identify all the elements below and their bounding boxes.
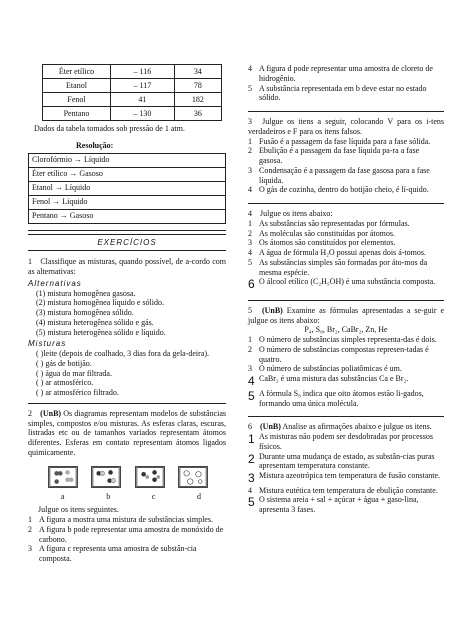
formulas: P₄, S₈, Br₂, CaBr₂, Zn, He [304, 325, 388, 335]
list-item: 1 As substâncias são representadas por fórmulas. [248, 218, 410, 228]
list-item: 4 O gás de cozinha, dentro do botijão cheio, é lí-quido. [248, 185, 429, 195]
alternatives-heading: Alternativas [28, 278, 82, 288]
list-item: 5 A substância representada em b deve estar no estado sólido. [248, 83, 427, 103]
list-item: ( ) gás de botijão. [36, 358, 92, 368]
list-item: 6 O álcool etílico (C₂H₅OH) é uma substância composta. [248, 277, 436, 292]
question-5: 5 (UnB) Examine as fórmulas apresentadas a se-guir e julgue os itens abaixo: P₄, S₈, Br₂, CaBr₂, Zn, He 1 O número de substâncias simples representa-das é dois. 2 O número de substâncias compostas represen-tadas é quatro. 3 O número de substâncias poliatômicas é um. 4 CaBr₂ é uma mistura das substâncias Ca e Br₂. 5 A fórmula S₈ indica que oito átomos estão li-gados, formando uma única molécula. [248, 305, 445, 408]
table-row: Pentano – 130 36 [43, 107, 222, 121]
diagram-c [135, 466, 165, 488]
list-item: 2 A figura b pode representar uma amostra de monóxido de carbono. [28, 524, 224, 544]
divider [248, 416, 444, 417]
resolucao-title: Resolução: [76, 140, 114, 150]
list-item: 3 Os átomos são constituídos por elementos. [248, 238, 396, 248]
list-item: 2 As moléculas são constituídas por átomos. [248, 228, 395, 238]
mixtures-heading: Misturas [28, 339, 67, 349]
right-column [248, 64, 444, 515]
list-item: 1 As misturas não podem ser desdobradas por processos físicos. [248, 432, 433, 451]
data-table [42, 64, 222, 121]
list-item: (2) mistura homogênea líquido e sólido. [36, 298, 164, 308]
list-item: 3 Condensação é a passagem da fase gasosa para a fase líquida. [248, 165, 430, 185]
table-note: Dados da tabela tomados sob pressão de 1 atm. [34, 124, 185, 133]
list-item: 4 A água de fórmula H₂O possui apenas dois á-tomos. [248, 248, 426, 257]
list-item: (3) mistura homogênea sólido. [36, 308, 134, 317]
diagram-b [91, 466, 121, 488]
table-row: Éter etílico → Gasoso [29, 167, 226, 181]
list-item: 5 As substâncias simples são formadas por áto-mos da mesma espécie. [248, 257, 428, 277]
divider [248, 203, 444, 204]
list-item: 3 O número de substâncias poliatômicas é um. [248, 364, 402, 374]
question-1: 1 Classifique as misturas, quando possível, de a-cordo com as alternativas: Alternativas (1) mistura homogênea gasosa. (2) mistura homogênea líquido e sólido. (3) mistura homogênea sólido. (4) mistura heterogênea sólido e gás. (5) mistura heterogênea sólido e líquido. Misturas ( )leite (depois de coalhado, 3 dias fora da gela-deira). ( ) gás de botijão. ( ) água do mar filtrada. ( ) ar atmosférico. ( ) ar atmosférico filtrado. [28, 257, 227, 397]
list-item: 5 A fórmula S₈ indica que oito átomos estão li-gados, formando uma única molécula. [248, 388, 424, 408]
list-item: 4 Mistura eutética tem temperatura de ebulição constante. [248, 485, 438, 495]
divider [248, 300, 444, 301]
list-item: ( ) água do mar filtrada. [36, 368, 112, 378]
left-column [28, 64, 226, 564]
list-item: 3 A figura c representa uma amostra de substân-cia composta. [28, 544, 197, 563]
list-item: ( ) ar atmosférico. [36, 378, 94, 388]
list-item: ( ) ar atmosférico filtrado. [36, 388, 119, 397]
list-item: ( )leite (depois de coalhado, 3 dias fora da gela-deira). [36, 349, 210, 358]
exercicios-title: EXERCÍCIOS [28, 234, 226, 252]
table-row: Fenol 41 182 [43, 93, 222, 107]
divider [28, 230, 226, 231]
table-row: Pentano → Gasoso [29, 209, 226, 223]
q2-intro: Julgue os itens seguintes. [38, 505, 119, 515]
divider [248, 111, 444, 112]
table-row: Clorofórmio → Líquido [29, 153, 226, 167]
list-item: 1 O número de substâncias simples representa-das é dois. [248, 335, 437, 345]
list-item: 2 Durante uma mudança de estado, as substân-cias puras apresentam temperatura constante. [248, 451, 435, 471]
list-item: 4 CaBr₂ é uma mistura das substâncias Ca e Br₂. [248, 374, 409, 389]
list-item: 2 O número de substâncias compostas represen-tadas é quatro. [248, 344, 429, 364]
molecule-diagrams [48, 466, 208, 488]
question-2: 2 (UnB) Os diagramas representam modelos de substâncias simples, compostos e/ou misturas. As esferas claras, escuras, listradas etc ou de tamanhos variados representam átomos diferentes. Esferas em contato representam átomos ligados quimicamente. a b c d Julgue os itens seguintes. 1 A figura a mostra uma mistura de substâncias simples. 2 A figura b pode representar uma amostra de monóxido de carbono. 3 A figura c representa uma amostra de substân-cia composta. [28, 408, 227, 563]
table-row: Etanol → Líquido [29, 181, 226, 195]
table-row: Etanol – 117 78 [43, 79, 222, 93]
list-item: 2 Ebulição é a passagem da fase líquida pa-ra a fase gasosa. [248, 146, 420, 165]
question-3: 3 Julgue os itens a seguir, colocando V para os i-tens verdadeiros e F para os itens falsos. 1 Fusão é a passagem da fase líquida para a fase sólida. 2 Ebulição é a passagem da fase líquida pa-ra a fase gasosa. 3 Condensação é a passagem da fase gasosa para a fase líquida. 4 O gás de cozinha, dentro do botijão cheio, é lí-quido. [248, 117, 444, 195]
list-item: (1) mistura homogênea gasosa. [36, 288, 136, 298]
list-item: 4 A figura d pode representar uma amostra de cloreto de hidrogênio. [248, 64, 433, 83]
resolucao-table [28, 153, 226, 224]
question-6: 6 (UnB) Analise as afirmações abaixo e julgue os itens. 1 As misturas não podem ser desdobradas por processos físicos. 2 Durante uma mudança de estado, as substân-cias puras apresentam temperatura constante. 3 Mistura azeotrópica tem temperatura de fusão constante. 4 Mistura eutética tem temperatura de ebulição constante. 5 O sistema areia + sal + açúcar + água + gaso-lina, apresenta 3 fases. [248, 422, 444, 515]
question-4: 4 Julgue os itens abaixo: 1 As substâncias são representadas por fórmulas. 2 As moléculas são constituídas por átomos. 3 Os átomos são constituídos por elementos. 4 A água de fórmula H₂O possui apenas dois á-tomos. 5 As substâncias simples são formadas por áto-mos da mesma espécie. 6 O álcool etílico (C₂H₅OH) é uma substância composta. [248, 209, 444, 292]
table-row: Éter etílico – 116 34 [43, 65, 222, 79]
list-item: 5 O sistema areia + sal + açúcar + água + gaso-lina, apresenta 3 fases. [248, 495, 419, 515]
list-item: (5) mistura heterogênea sólido e líquido. [36, 327, 166, 337]
list-item: 3 Mistura azeotrópica tem temperatura de fusão constante. [248, 471, 441, 485]
diagram-d [178, 466, 208, 488]
diagram-labels: a b c d [61, 491, 201, 501]
list-item: 1 Fusão é a passagem da fase líquida para a fase sólida. [248, 136, 431, 146]
divider [28, 403, 226, 404]
list-item: 1 A figura a mostra uma mistura de substâncias simples. [28, 515, 213, 524]
table-row: Fenol → Líquido [29, 195, 226, 209]
diagram-a [48, 466, 78, 488]
list-item: (4) mistura heterogênea sólido e gás. [36, 317, 154, 327]
